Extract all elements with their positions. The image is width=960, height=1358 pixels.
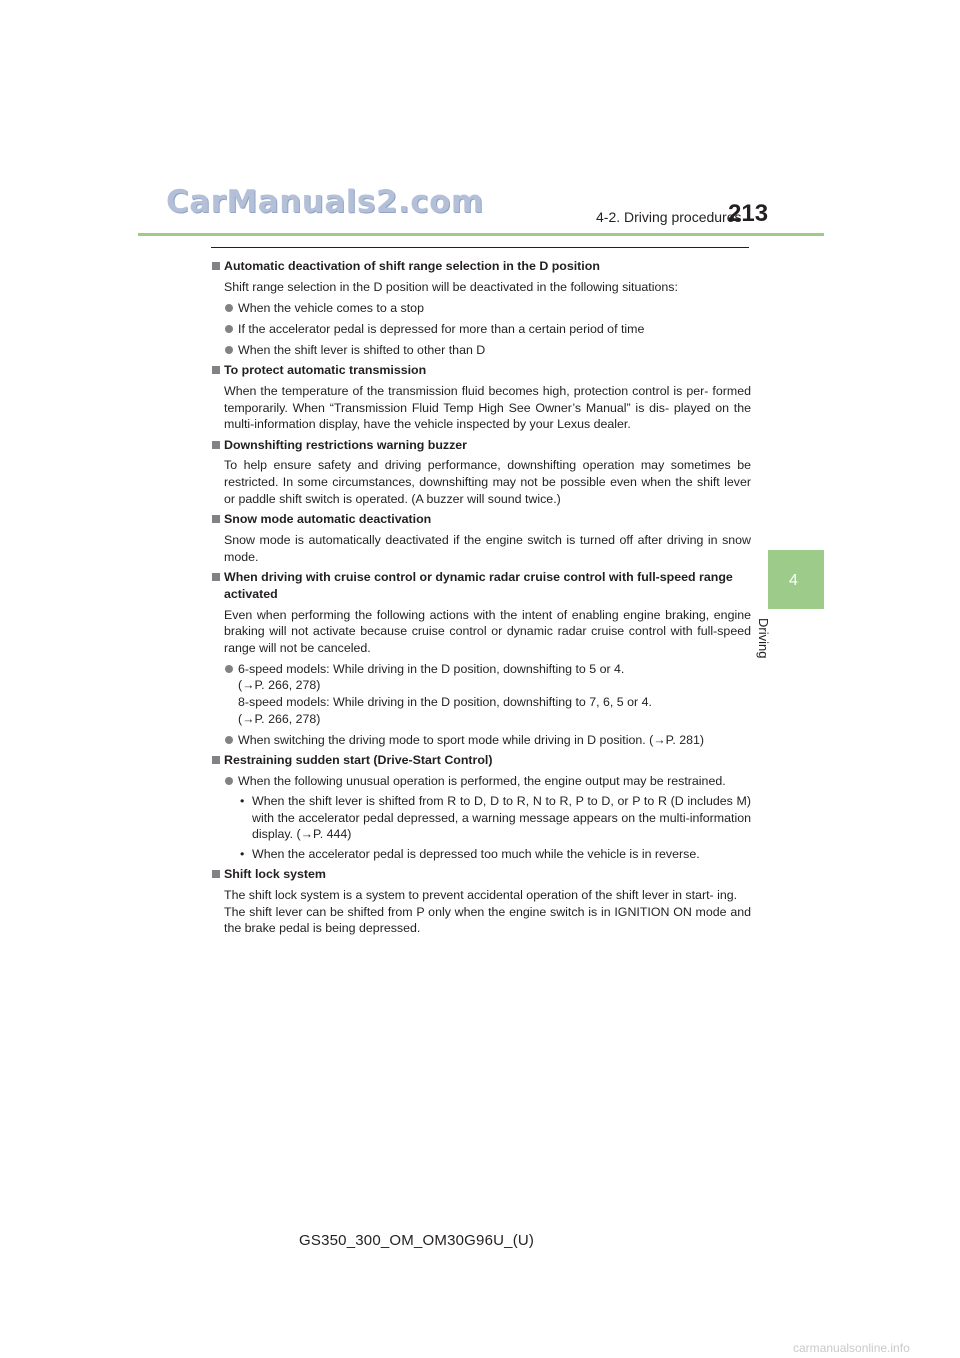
section-text: The shift lock system is a system to prevent accidental operation of the shift lever in start- ing.: [224, 888, 738, 903]
list-item: When the vehicle comes to a stop: [211, 300, 751, 317]
chapter-label-text: Driving: [756, 618, 771, 659]
sub-list-item: • When the accelerator pedal is depressed too much while the vehicle is in reverse.: [240, 846, 700, 861]
page-number: 213: [728, 200, 769, 227]
bullet-icon: [225, 346, 233, 354]
chapter-number: 4: [789, 572, 798, 589]
chapter-label: [756, 618, 791, 678]
page-reference-link[interactable]: (→P. 266, 278): [238, 678, 321, 693]
section-text: Even when performing the following actions with the intent of enabling engine braking, engine braking will not activate because cruise control or dynamic radar cruise control with full-speed range will not be canceled.: [224, 607, 751, 655]
sub-list-item: • When the shift lever is shifted from R to D, D to R, N to R, P to D, or P to R (D includes M) with the accelerator pedal depressed, a warning message appears on the multi-information display. (→P. 444): [240, 793, 751, 842]
section-heading: To protect automatic transmission: [211, 362, 751, 379]
watermark-footer: carmanualsonline.info: [793, 1341, 910, 1355]
list-item: [211, 661, 751, 727]
bullet-line: 8-speed models: While driving in the D position, downshifting to 7, 6, 5 or 4.: [238, 694, 652, 709]
list-item: When the following unusual operation is performed, the engine output may be restrained.: [211, 773, 751, 790]
header-rule: [138, 233, 824, 236]
sub-bullet-icon: •: [240, 793, 245, 808]
section-heading: Automatic deactivation of shift range selection in the D position: [211, 258, 751, 275]
section-text: To help ensure safety and driving performance, downshifting operation may sometimes be restricted. In some circumstances, downshifting may not be possible even when the shift lever or paddle shift switch is operated. (A buzzer will sound twice.): [224, 458, 751, 506]
section-auto-deactivation: [211, 258, 751, 358]
bullet-icon: [225, 325, 233, 333]
bullet-icon: [225, 665, 233, 673]
section-snow-mode: [211, 511, 751, 565]
section-heading: When driving with cruise control or dynamic radar cruise control with full-speed range activated: [211, 569, 751, 602]
content-top-rule: [211, 247, 749, 248]
watermark-logo: CarManuals2.com: [166, 184, 484, 220]
section-shift-lock: [211, 866, 751, 936]
sub-bullet-icon: •: [240, 846, 245, 861]
list-item: If the accelerator pedal is depressed for more than a certain period of time: [211, 321, 751, 338]
section-downshift-buzzer: [211, 437, 751, 507]
section-drive-start-control: [211, 752, 751, 862]
document-code: GS350_300_OM_OM30G96U_(U): [299, 1232, 535, 1249]
page-reference-link[interactable]: (→P. 266, 278): [238, 711, 321, 726]
bullet-line: 6-speed models: While driving in the D position, downshifting to 5 or 4.: [238, 661, 625, 676]
section-cruise-control: [211, 569, 751, 748]
section-text: When the temperature of the transmission fluid becomes high, protection control is per- formed temporarily. When “Transmission Fluid Temp High See Owner’s Manual” is dis- played on the multi-information display, have the vehicle inspected by your Lexus dealer.: [224, 383, 751, 432]
section-heading: Shift lock system: [211, 866, 751, 883]
page-content: [211, 258, 751, 941]
bullet-icon: [225, 736, 233, 744]
list-item: When switching the driving mode to sport mode while driving in D position. (→P. 281): [211, 732, 751, 749]
section-heading: Restraining sudden start (Drive-Start Control): [211, 752, 751, 769]
bullet-icon: [225, 304, 233, 312]
section-heading: Downshifting restrictions warning buzzer: [211, 437, 751, 454]
section-protect-transmission: [211, 362, 751, 432]
bullet-icon: [225, 777, 233, 785]
section-text: The shift lever can be shifted from P only when the engine switch is in IGNITION ON mode and the brake pedal is being depressed.: [224, 904, 751, 936]
chapter-tab[interactable]: [768, 550, 824, 609]
section-text: Snow mode is automatically deactivated if the engine switch is turned off after driving in snow mode.: [224, 533, 751, 564]
section-title: 4-2. Driving procedures: [596, 209, 742, 225]
section-text: Shift range selection in the D position will be deactivated in the following situations:: [224, 279, 678, 294]
section-heading: Snow mode automatic deactivation: [211, 511, 751, 528]
list-item: When the shift lever is shifted to other than D: [211, 342, 751, 359]
